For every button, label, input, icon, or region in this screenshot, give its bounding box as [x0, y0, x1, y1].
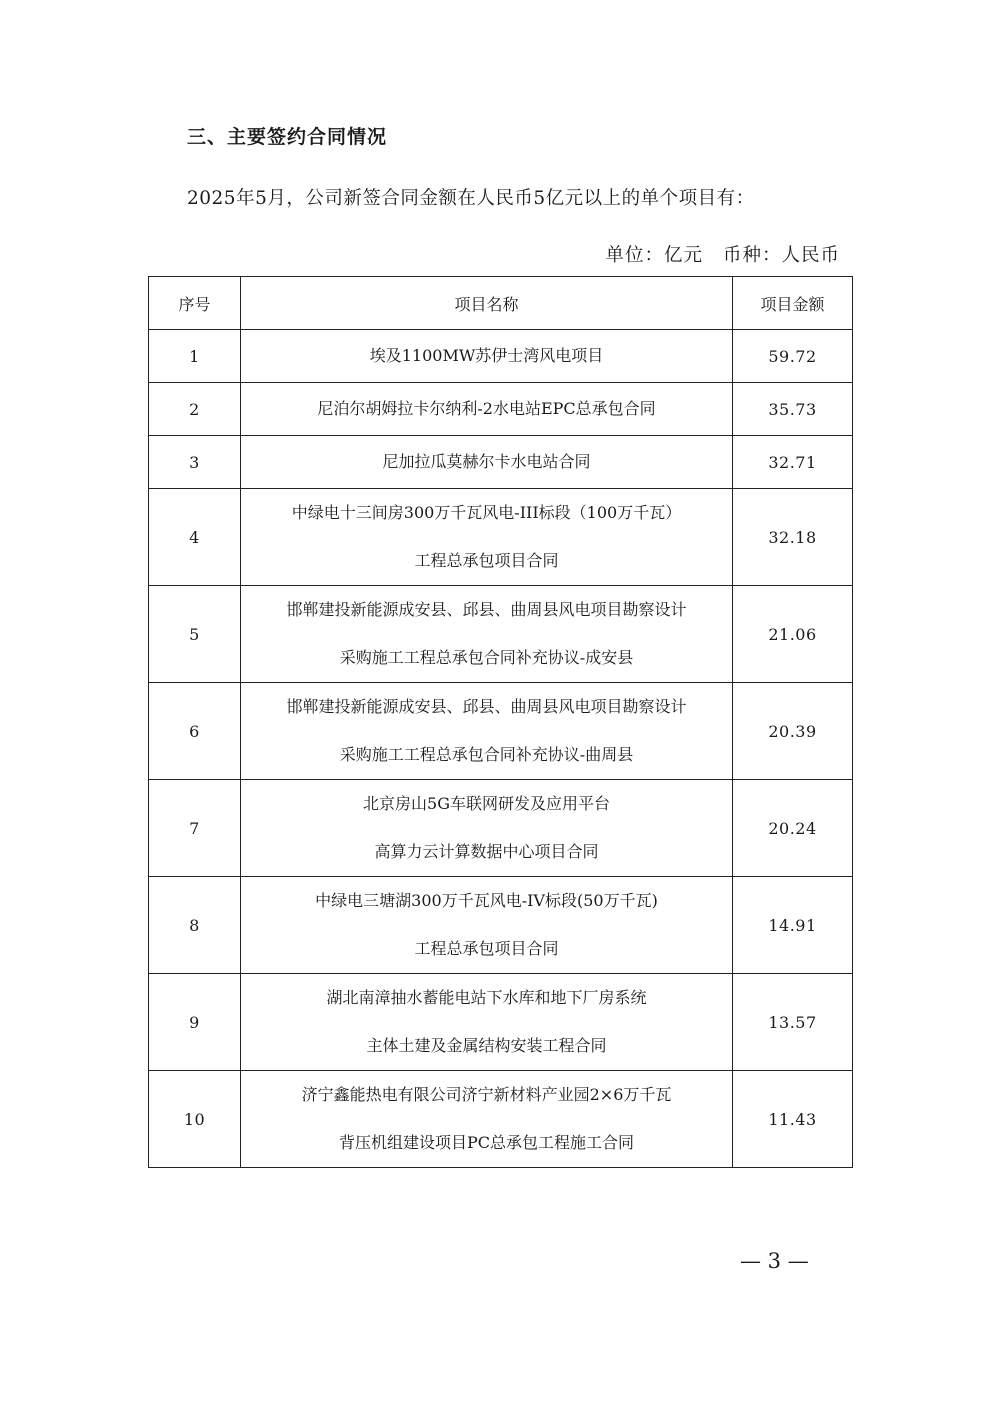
row-amount: 35.73	[733, 383, 853, 436]
row-seq: 1	[149, 330, 241, 383]
row-amount: 32.18	[733, 489, 853, 586]
row-project-name	[241, 1071, 733, 1168]
project-name-line: 高算力云计算数据中心项目合同	[374, 842, 599, 861]
row-project-name	[241, 436, 733, 489]
row-seq: 5	[149, 586, 241, 683]
table-row	[149, 1071, 853, 1168]
table-row	[149, 683, 853, 780]
contracts-table	[148, 276, 853, 1168]
row-project-name	[241, 330, 733, 383]
row-amount: 11.43	[733, 1071, 853, 1168]
project-name-line: 北京房山5G车联网研发及应用平台	[363, 794, 610, 813]
row-seq: 4	[149, 489, 241, 586]
project-name-line: 尼泊尔胡姆拉卡尔纳利-2水电站EPC总承包合同	[317, 399, 656, 418]
row-amount: 20.24	[733, 780, 853, 877]
project-name-line: 主体土建及金属结构安装工程合同	[366, 1036, 607, 1055]
table-row	[149, 586, 853, 683]
header-amount: 项目金额	[733, 277, 853, 330]
project-name-line: 中绿电三塘湖300万千瓦风电-IV标段(50万千瓦)	[315, 891, 658, 910]
table-row	[149, 436, 853, 489]
project-name-line: 济宁鑫能热电有限公司济宁新材料产业园2×6万千瓦	[301, 1085, 672, 1104]
project-name-line: 采购施工工程总承包合同补充协议-成安县	[339, 648, 634, 667]
contracts-table-body	[149, 330, 853, 1168]
section-heading: 三、主要签约合同情况	[187, 126, 388, 148]
table-row	[149, 383, 853, 436]
table-row	[149, 780, 853, 877]
row-seq: 6	[149, 683, 241, 780]
project-name-line: 背压机组建设项目PC总承包工程施工合同	[338, 1133, 634, 1152]
project-name-line: 邯郸建投新能源成安县、邱县、曲周县风电项目勘察设计	[286, 697, 687, 716]
row-seq: 2	[149, 383, 241, 436]
unit-label: 单位：亿元	[605, 245, 703, 266]
currency-label: 币种：人民币	[722, 245, 840, 266]
table-header-row	[149, 277, 853, 330]
project-name-line: 中绿电十三间房300万千瓦风电-III标段（100万千瓦）	[291, 503, 682, 522]
row-seq: 7	[149, 780, 241, 877]
row-seq: 9	[149, 974, 241, 1071]
project-name-line: 埃及1100MW苏伊士湾风电项目	[369, 346, 604, 365]
row-project-name	[241, 683, 733, 780]
project-name-line: 采购施工工程总承包合同补充协议-曲周县	[339, 745, 634, 764]
table-row	[149, 489, 853, 586]
row-project-name	[241, 974, 733, 1071]
header-seq: 序号	[149, 277, 241, 330]
table-row	[149, 974, 853, 1071]
row-seq: 8	[149, 877, 241, 974]
intro-paragraph: 2025年5月，公司新签合同金额在人民币5亿元以上的单个项目有：	[187, 188, 755, 209]
row-project-name	[241, 780, 733, 877]
row-amount: 59.72	[733, 330, 853, 383]
row-project-name	[241, 383, 733, 436]
project-name-line: 邯郸建投新能源成安县、邱县、曲周县风电项目勘察设计	[286, 600, 687, 619]
row-amount: 13.57	[733, 974, 853, 1071]
project-name-line: 尼加拉瓜莫赫尔卡水电站合同	[382, 452, 591, 471]
project-name-line: 湖北南漳抽水蓄能电站下水库和地下厂房系统	[326, 988, 647, 1007]
row-amount: 21.06	[733, 586, 853, 683]
row-amount: 14.91	[733, 877, 853, 974]
row-project-name	[241, 586, 733, 683]
row-project-name	[241, 877, 733, 974]
row-project-name	[241, 489, 733, 586]
row-seq: 3	[149, 436, 241, 489]
table-row	[149, 330, 853, 383]
row-amount: 20.39	[733, 683, 853, 780]
page-number: — 3 —	[740, 1249, 809, 1273]
project-name-line: 工程总承包项目合同	[414, 551, 559, 570]
unit-currency-line	[605, 241, 840, 267]
table-row	[149, 877, 853, 974]
row-amount: 32.71	[733, 436, 853, 489]
row-seq: 10	[149, 1071, 241, 1168]
project-name-line: 工程总承包项目合同	[414, 939, 559, 958]
header-project-name: 项目名称	[241, 277, 733, 330]
